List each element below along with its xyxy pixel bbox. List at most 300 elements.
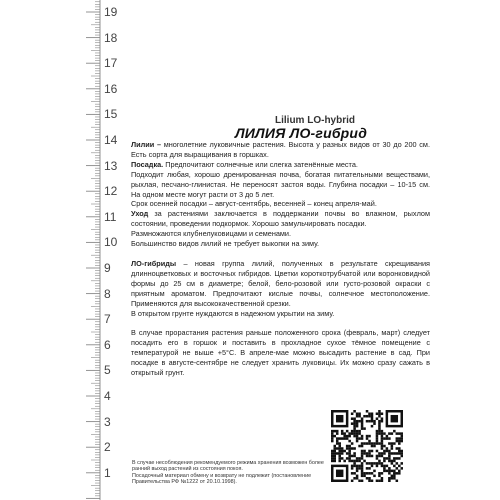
qr-module (381, 417, 384, 420)
qr-module (396, 440, 399, 443)
qr-module (378, 412, 381, 415)
qr-module (376, 435, 379, 438)
qr-module (391, 452, 394, 455)
qr-module (338, 437, 341, 440)
qr-module (391, 475, 394, 478)
qr-module (356, 435, 359, 438)
qr-module (376, 465, 379, 468)
qr-module (386, 465, 389, 468)
qr-module (391, 477, 394, 480)
paragraph-care: Уход за растениями заключается в поддержании почвы во влажном, рыхлом состоянии, проведении подкормок. Хорошо замульчировать посадки. (131, 209, 430, 229)
qr-module (401, 432, 403, 435)
qr-module (381, 430, 384, 433)
ruler-number: 12 (104, 184, 118, 199)
qr-module (371, 445, 374, 448)
qr-module (391, 470, 394, 473)
qr-finder-pattern (336, 415, 343, 422)
qr-module (351, 455, 354, 458)
qr-module (333, 445, 336, 448)
qr-module (381, 477, 384, 480)
qr-module (341, 430, 344, 433)
qr-module (388, 450, 391, 453)
qr-module (346, 430, 349, 433)
qr-module (388, 442, 391, 445)
qr-module (398, 440, 401, 443)
qr-module (378, 432, 381, 435)
qr-module (376, 440, 379, 443)
qr-module (353, 460, 356, 463)
qr-module (368, 480, 371, 482)
qr-module (363, 450, 366, 453)
qr-module (346, 437, 349, 440)
ruler-number: 9 (104, 261, 111, 275)
latin-name: Lilium LO-hybrid (275, 115, 355, 126)
qr-module (398, 457, 401, 460)
qr-module (353, 422, 356, 425)
qr-module (338, 450, 341, 453)
qr-module (353, 425, 356, 428)
qr-module (386, 450, 389, 453)
qr-module (371, 465, 374, 468)
qr-module (373, 470, 376, 473)
qr-module (401, 462, 403, 465)
qr-module (358, 420, 361, 423)
qr-module (371, 472, 374, 475)
qr-module (371, 450, 374, 453)
qr-module (398, 450, 401, 453)
qr-module (386, 437, 389, 440)
qr-module (351, 412, 354, 415)
qr-module (356, 440, 359, 443)
ruler-number: 8 (104, 286, 111, 301)
qr-module (351, 422, 354, 425)
qr-module (358, 445, 361, 448)
qr-module (368, 440, 371, 443)
qr-module (366, 442, 369, 445)
qr-module (376, 442, 379, 445)
ruler-number: 3 (104, 414, 111, 429)
qr-module (358, 467, 361, 470)
qr-module (378, 415, 381, 418)
qr-module (333, 460, 336, 463)
ruler-number: 18 (104, 30, 118, 45)
qr-module (368, 415, 371, 418)
qr-module (393, 457, 396, 460)
qr-module (351, 465, 354, 468)
qr-module (356, 437, 359, 440)
qr-module (331, 452, 334, 455)
qr-module (353, 472, 356, 475)
qr-module (338, 455, 341, 458)
qr-module (348, 445, 351, 448)
paragraph-open-ground: В открытом грунте нуждаются в надежном укрытии на зиму. (131, 308, 335, 318)
qr-module (358, 465, 361, 468)
qr-module (368, 442, 371, 445)
qr-module (348, 432, 351, 435)
qr-module (343, 435, 346, 438)
qr-module (388, 477, 391, 480)
qr-module (401, 435, 403, 438)
qr-module (381, 452, 384, 455)
qr-module (391, 442, 394, 445)
qr-module (356, 420, 359, 423)
qr-module (353, 477, 356, 480)
qr-module (396, 447, 399, 450)
qr-module (361, 470, 364, 473)
qr-module (331, 430, 334, 433)
qr-module (378, 460, 381, 463)
qr-module (331, 440, 334, 443)
qr-module (396, 457, 399, 460)
qr-module (398, 432, 401, 435)
qr-module (346, 457, 349, 460)
qr-module (356, 425, 359, 428)
qr-module (366, 455, 369, 458)
qr-module (391, 462, 394, 465)
qr-module (383, 432, 386, 435)
qr-module (361, 475, 364, 478)
qr-module (356, 432, 359, 435)
qr-module (348, 447, 351, 450)
qr-module (358, 460, 361, 463)
qr-module (381, 465, 384, 468)
qr-module (356, 467, 359, 470)
qr-module (333, 447, 336, 450)
qr-module (381, 412, 384, 415)
qr-module (383, 467, 386, 470)
qr-module (383, 460, 386, 463)
storage-note (132, 460, 332, 486)
qr-module (361, 457, 364, 460)
qr-module (368, 462, 371, 465)
qr-module (368, 412, 371, 415)
qr-module (341, 432, 344, 435)
qr-module (356, 460, 359, 463)
qr-module (351, 442, 354, 445)
qr-module (353, 417, 356, 420)
qr-module (393, 477, 396, 480)
storage-note-line-2: Посадочный материал обмену и возврату не подлежит (постановление Правительства РФ №1222 от 20.10.1998). (132, 472, 312, 486)
qr-module (356, 470, 359, 473)
qr-module (346, 435, 349, 438)
qr-module (353, 435, 356, 438)
qr-module (338, 442, 341, 445)
qr-module (398, 437, 401, 440)
qr-module (401, 437, 403, 440)
qr-module (376, 457, 379, 460)
paragraph-winter: Большинство видов лилий не требует выкопки на зиму. (131, 239, 320, 249)
qr-module (398, 472, 401, 475)
storage-note-line-1: В случае несоблюдения рекомендуемого режима хранения возможен более ранний выход растений из состояния покоя. (132, 460, 324, 473)
qr-module (398, 447, 401, 450)
qr-module (331, 435, 334, 438)
term-care: Уход (131, 209, 149, 219)
qr-module (378, 475, 381, 478)
qr-module (358, 415, 361, 418)
qr-module (363, 475, 366, 478)
qr-module (388, 452, 391, 455)
qr-finder-pattern (336, 470, 343, 477)
qr-module (383, 470, 386, 473)
qr-module (376, 455, 379, 458)
qr-module (381, 447, 384, 450)
qr-module (353, 427, 356, 430)
qr-module (368, 472, 371, 475)
qr-module (348, 452, 351, 455)
qr-module (373, 422, 376, 425)
qr-module (388, 467, 391, 470)
qr-module (401, 467, 403, 470)
qr-module (361, 455, 364, 458)
qr-module (386, 435, 389, 438)
qr-module (378, 430, 381, 433)
qr-module (356, 457, 359, 460)
qr-module (383, 445, 386, 448)
qr-module (361, 472, 364, 475)
qr-module (376, 437, 379, 440)
ruler-number: 13 (104, 158, 118, 173)
qr-module (393, 452, 396, 455)
qr-module (391, 447, 394, 450)
qr-module (393, 472, 396, 475)
qr-module (358, 412, 361, 415)
qr-module (401, 440, 403, 443)
qr-module (378, 425, 381, 428)
qr-module (381, 420, 384, 423)
qr-module (393, 442, 396, 445)
ruler-number: 2 (104, 440, 111, 455)
qr-module (353, 432, 356, 435)
qr-module (363, 460, 366, 463)
qr-module (333, 455, 336, 458)
qr-module (361, 422, 364, 425)
qr-module (391, 432, 394, 435)
ruler-number: 19 (104, 5, 118, 19)
qr-module (368, 477, 371, 480)
qr-module (361, 450, 364, 453)
qr-module (351, 460, 354, 463)
qr-module (366, 462, 369, 465)
ruler-number: 7 (104, 312, 111, 327)
qr-module (351, 472, 354, 475)
qr-module (346, 447, 349, 450)
qr-module (336, 430, 339, 433)
qr-module (378, 427, 381, 430)
qr-module (356, 422, 359, 425)
qr-module (378, 410, 381, 413)
qr-module (376, 430, 379, 433)
qr-module (353, 447, 356, 450)
qr-module (398, 465, 401, 468)
qr-module (351, 480, 354, 482)
qr-module (368, 455, 371, 458)
qr-module (378, 442, 381, 445)
qr-module (358, 437, 361, 440)
qr-module (388, 480, 391, 482)
ruler (0, 0, 140, 500)
qr-module (393, 470, 396, 473)
qr-module (338, 460, 341, 463)
qr-module (333, 452, 336, 455)
qr-module (376, 417, 379, 420)
qr-module (331, 437, 334, 440)
qr-module (396, 432, 399, 435)
qr-module (383, 465, 386, 468)
qr-module (381, 480, 384, 482)
qr-module (353, 465, 356, 468)
qr-module (371, 462, 374, 465)
qr-module (363, 415, 366, 418)
qr-module (361, 465, 364, 468)
qr-module (338, 447, 341, 450)
qr-module (336, 437, 339, 440)
qr-module (361, 445, 364, 448)
qr-module (381, 442, 384, 445)
qr-module (343, 432, 346, 435)
qr-module (331, 460, 334, 463)
qr-module (396, 452, 399, 455)
qr-module (348, 455, 351, 458)
qr-module (361, 425, 364, 428)
qr-module (358, 430, 361, 433)
qr-module (338, 457, 341, 460)
ruler-number: 15 (104, 107, 118, 122)
qr-module (351, 430, 354, 433)
qr-module (381, 445, 384, 448)
qr-module (343, 460, 346, 463)
qr-module (393, 430, 396, 433)
qr-module (366, 467, 369, 470)
ruler-number: 17 (104, 56, 118, 71)
term-lo-hybrids: ЛО-гибриды (131, 258, 177, 268)
qr-module (388, 460, 391, 463)
qr-module (358, 457, 361, 460)
qr-module (348, 435, 351, 438)
qr-module (361, 437, 364, 440)
qr-module (376, 450, 379, 453)
qr-module (391, 460, 394, 463)
qr-module (331, 455, 334, 458)
qr-module (393, 460, 396, 463)
qr-module (356, 477, 359, 480)
qr-module (333, 430, 336, 433)
qr-module (361, 427, 364, 430)
qr-module (343, 450, 346, 453)
qr-module (353, 420, 356, 423)
qr-module (358, 480, 361, 482)
qr-module (351, 432, 354, 435)
qr-module (361, 452, 364, 455)
qr-module (398, 470, 401, 473)
qr-module (388, 457, 391, 460)
qr-module (338, 452, 341, 455)
qr-module (396, 437, 399, 440)
qr-module (373, 420, 376, 423)
qr-module (391, 445, 394, 448)
ruler-number: 11 (104, 209, 117, 224)
qr-module (366, 420, 369, 423)
qr-module (348, 457, 351, 460)
qr-module (393, 465, 396, 468)
qr-module (401, 452, 403, 455)
qr-module (363, 442, 366, 445)
qr-module (366, 472, 369, 475)
qr-module (378, 420, 381, 423)
qr-module (376, 480, 379, 482)
qr-module (388, 472, 391, 475)
qr-module (341, 457, 344, 460)
qr-module (371, 480, 374, 482)
qr-module (356, 465, 359, 468)
qr-module (371, 442, 374, 445)
qr-module (368, 450, 371, 453)
qr-module (356, 475, 359, 478)
ruler-number: 4 (104, 389, 111, 403)
qr-module (396, 472, 399, 475)
qr-module (348, 440, 351, 443)
qr-module (401, 455, 403, 458)
paragraph-propagation: Размножаются клубнелуковицами и семенами. (131, 229, 292, 239)
qr-module (361, 467, 364, 470)
qr-finder-pattern (391, 415, 398, 422)
qr-module (343, 437, 346, 440)
qr-module (366, 435, 369, 438)
term-lilies: Лилии – (131, 140, 161, 149)
qr-module (341, 447, 344, 450)
qr-module (363, 427, 366, 430)
term-planting: Посадка. (131, 159, 164, 169)
qr-module (386, 447, 389, 450)
qr-module (388, 432, 391, 435)
qr-module (336, 442, 339, 445)
qr-module (401, 450, 403, 453)
qr-module (348, 460, 351, 463)
qr-module (333, 450, 336, 453)
qr-module (396, 480, 399, 482)
qr-module (393, 475, 396, 478)
paragraph-lilies: Лилии – многолетние луковичные растения. Высота у разных видов от 30 до 200 см. Есть сорта для выращивания в горшках. (131, 140, 430, 159)
product-title: ЛИЛИЯ ЛО-гибрид (234, 125, 368, 141)
qr-module (378, 455, 381, 458)
qr-module (396, 467, 399, 470)
ruler-number: 1 (104, 465, 111, 480)
qr-module (353, 462, 356, 465)
qr-module (381, 455, 384, 458)
qr-module (356, 415, 359, 418)
paragraph-early-sprouting: В случае прорастания растения раньше положенного срока (февраль, март) следует посадить его в горшок и поставить в прохладное сухое тёмное помещение с температурой не выше +5°С. В апреле-мае можно высадить растение в сад. При посадке в августе-сентябре не следует хранить луковицы. Их можно сразу сажать в открытый грунт. (131, 328, 430, 378)
qr-module (381, 472, 384, 475)
qr-module (373, 445, 376, 448)
qr-module (371, 420, 374, 423)
paragraph-planting-time: Срок осенней посадки – август-сентябрь, весенней – конец апреля-май. (131, 199, 377, 209)
qr-module (366, 452, 369, 455)
qr-module (371, 417, 374, 420)
qr-module (376, 462, 379, 465)
qr-module (381, 440, 384, 443)
qr-module (361, 442, 364, 445)
ruler-number: 14 (104, 133, 118, 147)
qr-module (338, 445, 341, 448)
qr-module (371, 412, 374, 415)
qr-module (373, 462, 376, 465)
qr-module (388, 437, 391, 440)
qr-module (351, 417, 354, 420)
qr-module (361, 462, 364, 465)
ruler-number: 16 (104, 81, 118, 96)
qr-module (353, 430, 356, 433)
qr-module (341, 437, 344, 440)
qr-module (331, 432, 334, 435)
